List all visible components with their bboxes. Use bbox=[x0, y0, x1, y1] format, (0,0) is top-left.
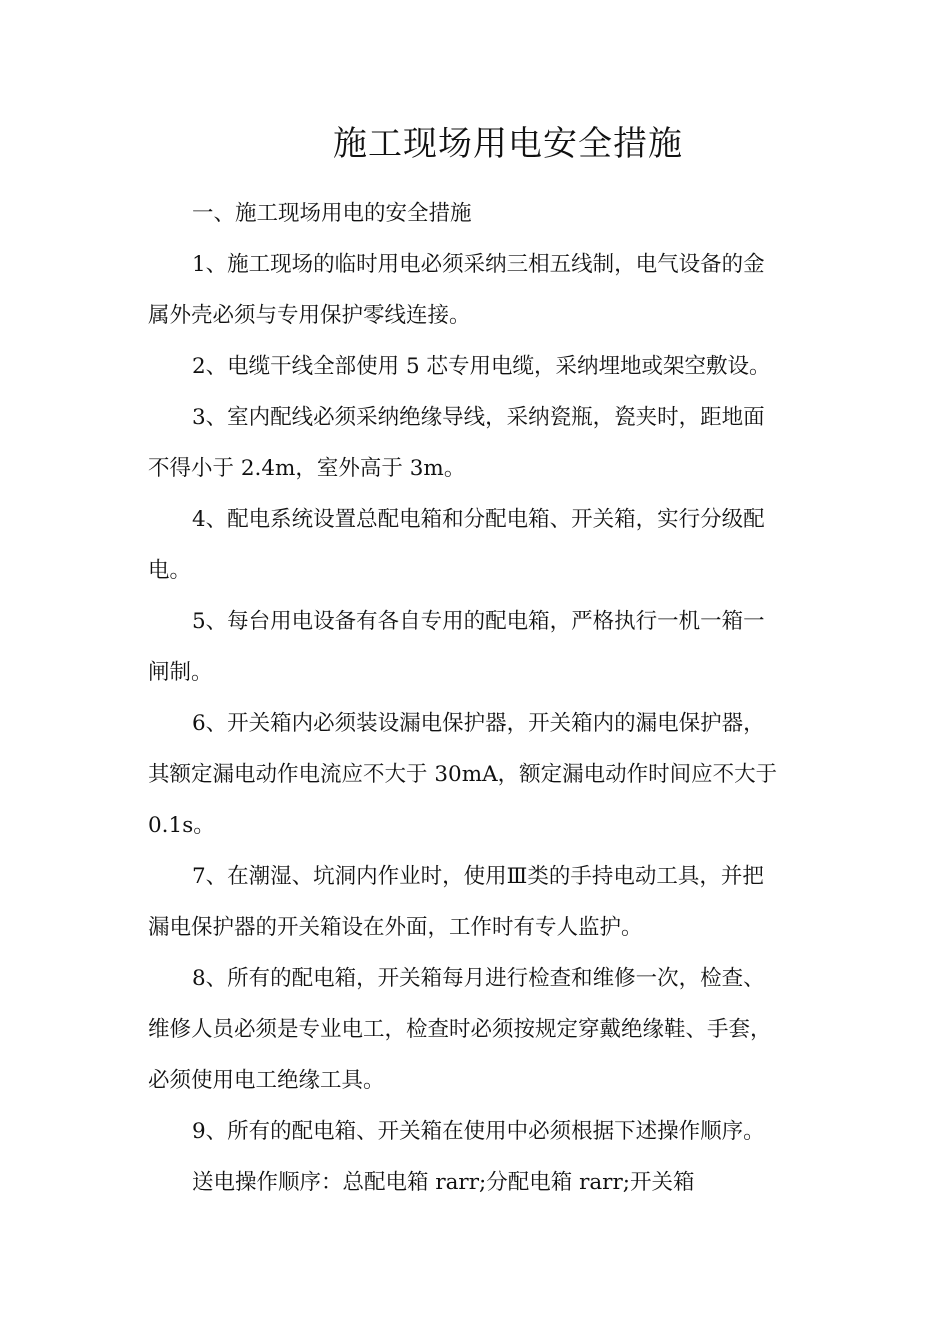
document-body bbox=[148, 188, 796, 1208]
list-item bbox=[148, 392, 796, 494]
power-on-sequence: 送电操作顺序：总配电箱 rarr;分配电箱 rarr;开关箱 bbox=[192, 1170, 695, 1195]
item-1-line-1: 1、施工现场的临时用电必须采纳三相五线制，电气设备的金 bbox=[192, 252, 765, 277]
item-6-line-1: 6、开关箱内必须装设漏电保护器，开关箱内的漏电保护器， bbox=[192, 711, 765, 736]
item-3-line-2: 不得小于 2.4m，室外高于 3m。 bbox=[148, 456, 466, 481]
item-7-line-1: 7、在潮湿、坑洞内作业时，使用Ⅲ类的手持电动工具，并把 bbox=[192, 864, 764, 889]
item-3-line-1: 3、室内配线必须采纳绝缘导线，采纳瓷瓶，瓷夹时，距地面 bbox=[192, 405, 765, 430]
section-heading: 一、施工现场用电的安全措施 bbox=[192, 201, 472, 226]
list-item bbox=[148, 239, 796, 341]
item-4-line-2: 电。 bbox=[148, 558, 192, 583]
list-item bbox=[148, 494, 796, 596]
item-9-line-1: 9、所有的配电箱、开关箱在使用中必须根据下述操作顺序。 bbox=[192, 1119, 765, 1144]
item-4-line-1: 4、配电系统设置总配电箱和分配电箱、开关箱，实行分级配 bbox=[192, 507, 765, 532]
list-item bbox=[148, 596, 796, 698]
list-item bbox=[148, 851, 796, 953]
item-6-line-2: 其额定漏电动作电流应不大于 30mA，额定漏电动作时间应不大于 bbox=[148, 762, 778, 787]
item-8-line-1: 8、所有的配电箱，开关箱每月进行检查和维修一次，检查、 bbox=[192, 966, 765, 991]
item-6-line-3: 0.1s。 bbox=[148, 813, 215, 838]
list-item bbox=[148, 1106, 796, 1157]
item-8-line-3: 必须使用电工绝缘工具。 bbox=[148, 1068, 385, 1093]
item-8-line-2: 维修人员必须是专业电工，检查时必须按规定穿戴绝缘鞋、手套， bbox=[148, 1017, 772, 1042]
item-5-line-2: 闸制。 bbox=[148, 660, 213, 685]
list-item bbox=[148, 341, 796, 392]
item-2-line-1: 2、电缆干线全部使用 5 芯专用电缆，采纳埋地或架空敷设。 bbox=[192, 354, 771, 379]
list-item bbox=[148, 698, 796, 851]
item-7-line-2: 漏电保护器的开关箱设在外面，工作时有专人监护。 bbox=[148, 915, 643, 940]
item-1-line-2: 属外壳必须与专用保护零线连接。 bbox=[148, 303, 471, 328]
document-title: 施工现场用电安全措施 bbox=[333, 124, 683, 164]
list-item bbox=[148, 953, 796, 1106]
item-5-line-1: 5、每台用电设备有各自专用的配电箱，严格执行一机一箱一 bbox=[192, 609, 765, 634]
